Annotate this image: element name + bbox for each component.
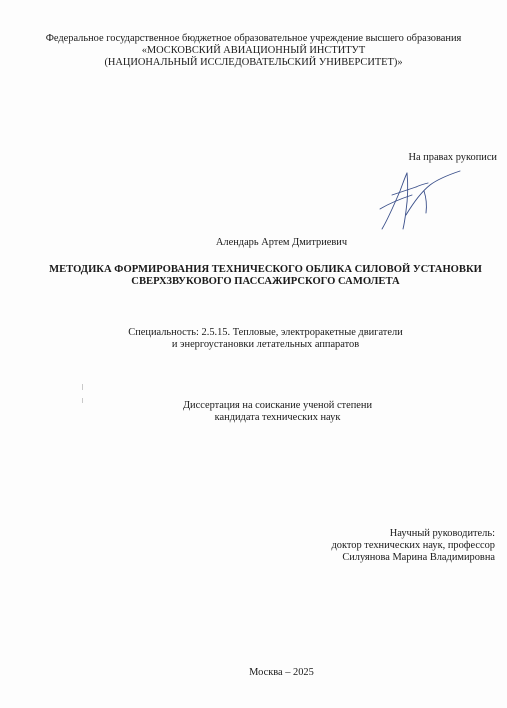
institution-line-3: (НАЦИОНАЛЬНЫЙ ИССЛЕДОВАТЕЛЬСКИЙ УНИВЕРСИТЕТ)» [104,57,403,68]
signature-image [372,165,472,237]
rights-note: На правах рукописи [408,152,497,163]
degree-line-2: кандидата технических наук [214,412,341,423]
author-name: Алендарь Артем Дмитриевич [215,237,348,248]
scan-mark [82,384,83,390]
supervisor-rank: доктор технических наук, профессор [331,540,495,551]
supervisor-label: Научный руководитель: [389,528,495,539]
institution-line-2: «МОСКОВСКИЙ АВИАЦИОННЫЙ ИНСТИТУТ [141,45,366,56]
dissertation-title-line-1: МЕТОДИКА ФОРМИРОВАНИЯ ТЕХНИЧЕСКОГО ОБЛИКА СИЛОВОЙ УСТАНОВКИ [49,264,482,275]
place-and-year: Москва – 2025 [249,667,314,678]
degree-line-1: Диссертация на соискание ученой степени [182,400,373,411]
specialty-line-1: Специальность: 2.5.15. Тепловые, электроракетные двигатели [128,327,403,338]
dissertation-title-line-2: СВЕРХЗВУКОВОГО ПАССАЖИРСКОГО САМОЛЕТА [131,276,400,287]
scan-mark [82,398,83,403]
supervisor-name: Силуянова Марина Владимировна [342,552,495,563]
specialty-line-2: и энергоустановки летательных аппаратов [171,339,360,350]
institution-line-1: Федеральное государственное бюджетное образовательное учреждение высшего образования [45,33,462,44]
